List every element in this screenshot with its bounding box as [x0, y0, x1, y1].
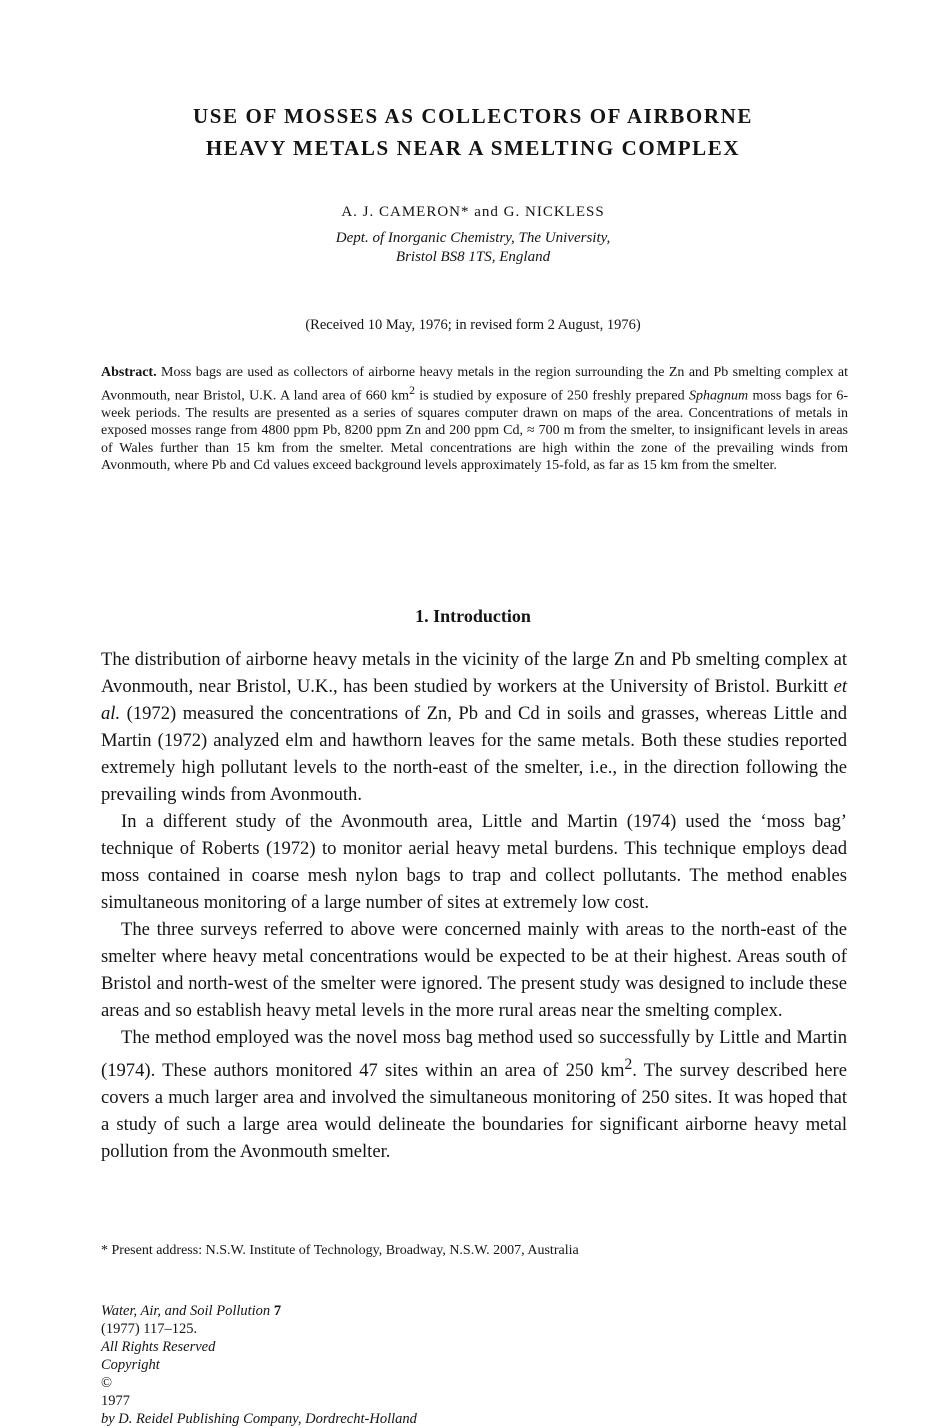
journal-citation [101, 1302, 847, 1356]
title-line-2: HEAVY METALS NEAR A SMELTING COMPLEX [205, 136, 741, 160]
paragraph-4-text-b: . The survey described here covers a much larger area and involved the simultaneous monitoring of 250 sites. It was hoped that a study of such a large area would delineate the boundaries for significant airborne heavy metal pollution from the Avonmouth smelter. [101, 1060, 848, 1163]
abstract-label: Abstract. [101, 365, 157, 380]
abstract-text-2: is studied by exposure of 250 freshly prepared [414, 388, 689, 404]
paragraph-4 [101, 1024, 847, 1165]
paragraph-4-superscript: 2 [624, 1056, 633, 1073]
journal-name: Water, Air, and Soil Pollution [101, 1303, 271, 1319]
journal-volume: 7 [273, 1303, 282, 1319]
paragraph-4-text-a: The method employed was the novel moss bag method used so successfully by Little and Martin (1974). These authors monitored 47 sites within an area of 250 km [101, 1027, 847, 1082]
paragraph-1-text-a: The distribution of airborne heavy metals in the vicinity of the large Zn and Pb smelting complex at Avonmouth, near Bristol, U.K., has been studied by workers at the University of Bristol. Burkitt [101, 649, 847, 697]
abstract-text-3: moss bags for 6-week periods. The results are presented as a series of squares computer drawn on maps of the area. Concentrations of metals in exposed mosses range from 4800 ppm Pb, 8200 ppm Zn and 200 ppm Cd, ≈ 700 m from the smelter, to insignificant levels in areas of Wales further than 15 km from the smelter. Metal concentrations are high within the zone of the prevailing winds from Avonmouth, where Pb and Cd values exceed background levels approximately 15-fold, as far as 15 km from the smelter. [101, 388, 849, 474]
copyright-symbol: © [101, 1375, 113, 1391]
received-date: (Received 10 May, 1976; in revised form 2 August, 1976) [305, 317, 641, 333]
authors: A. J. CAMERON* and G. NICKLESS [341, 204, 605, 220]
paragraph-1 [101, 646, 847, 808]
journal-copyright [101, 1356, 847, 1428]
abstract-italic-term: Sphagnum [689, 388, 749, 404]
journal-info [101, 1302, 847, 1428]
affiliation-line-1: Dept. of Inorganic Chemistry, The University, [335, 230, 611, 246]
abstract-superscript: 2 [409, 383, 415, 397]
affiliation [100, 229, 846, 267]
journal-rights: All Rights Reserved [101, 1339, 216, 1355]
affiliation-line-2: Bristol BS8 1TS, England [395, 249, 551, 265]
footnote: * Present address: N.S.W. Institute of Technology, Broadway, N.S.W. 2007, Australia [101, 1243, 579, 1258]
title-line-1: USE OF MOSSES AS COLLECTORS OF AIRBORNE [193, 104, 753, 128]
paragraph-1-et-al: et al. [101, 676, 847, 724]
section-heading: 1. Introduction [415, 606, 531, 626]
copyright-label: Copyright [101, 1357, 160, 1373]
paper-title [100, 100, 846, 164]
paragraph-3: The three surveys referred to above were concerned mainly with areas to the north-east of the smelter where heavy metal concentrations would be expected to be at their highest. Areas south of Bristol and north-west of the smelter were ignored. The present study was designed to include these areas and so establish heavy metal levels in the more rural areas near the smelting complex. [101, 919, 847, 1021]
copyright-year: 1977 [101, 1393, 130, 1409]
paragraph-1-text-b: (1972) measured the concentrations of Zn, Pb and Cd in soils and grasses, whereas Little and Martin (1972) analyzed elm and hawthorn leaves for the same metals. Both these studies reported extremely high pollutant levels to the north-east of the smelter, i.e., in the direction following the prevailing winds from Avonmouth. [101, 703, 847, 805]
abstract-text-1: Moss bags are used as collectors of airborne heavy metals in the region surrounding the Zn and Pb smelting complex at Avonmouth, near Bristol, U.K. A land area of 660 km [101, 365, 849, 404]
abstract [101, 364, 848, 475]
copyright-publisher: by D. Reidel Publishing Company, Dordrecht-Holland [101, 1411, 417, 1427]
journal-pages: (1977) 117–125. [101, 1321, 198, 1337]
paragraph-2: In a different study of the Avonmouth area, Little and Martin (1974) used the ‘moss bag’ technique of Roberts (1972) to monitor aerial heavy metal burdens. This technique employs dead moss contained in coarse mesh nylon bags to trap and collect pollutants. The method enables simultaneous monitoring of a large number of sites at extremely low cost. [101, 811, 847, 913]
introduction-body [101, 646, 847, 1165]
